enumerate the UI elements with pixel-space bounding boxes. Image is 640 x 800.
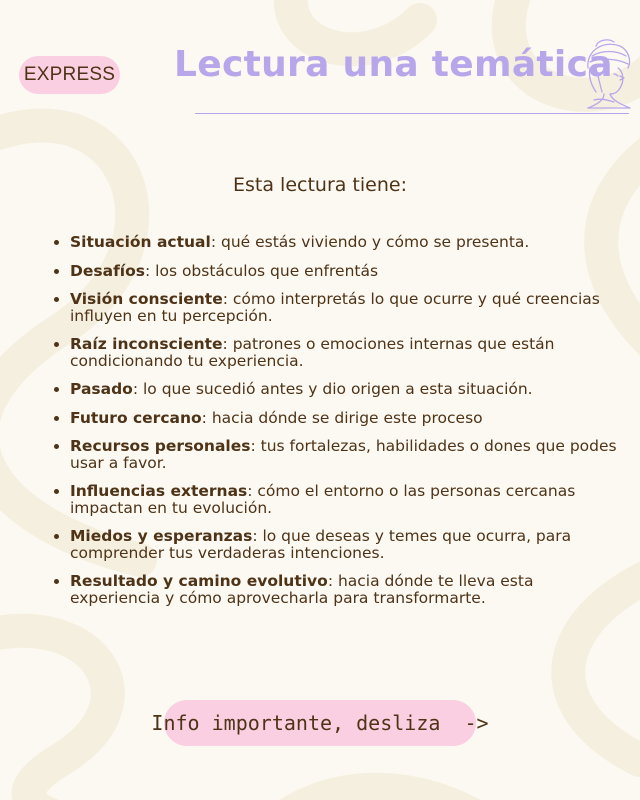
bullet: [54, 240, 59, 245]
list-item-desc: : los obstáculos que enfrentás: [145, 261, 379, 280]
list-item-desc: : lo que deseas y temes que ocurra, para comprender tus verdaderas intenciones.: [70, 527, 572, 562]
bullet: [54, 534, 59, 539]
reading-items-list: [50, 234, 620, 618]
list-item: [50, 573, 620, 606]
list-item-term: Influencias externas: [70, 482, 248, 500]
list-item-desc: : hacia dónde se dirige este proceso: [201, 408, 483, 427]
bullet: [54, 342, 59, 347]
list-item-term: Resultado y camino evolutivo: [70, 572, 328, 590]
express-badge: [19, 56, 120, 94]
intro-text: Esta lectura tiene:: [233, 174, 407, 196]
list-item-term: Situación actual: [70, 233, 211, 251]
swipe-cta-button[interactable]: [151, 700, 489, 746]
list-item: [50, 528, 620, 561]
list-item-desc: : qué estás viviendo y cómo se presenta.: [210, 233, 530, 251]
list-item: [50, 263, 620, 280]
list-item-term: Miedos y esperanzas: [70, 527, 253, 545]
bullet: [54, 444, 59, 449]
list-item: [50, 410, 620, 427]
list-item-desc: : cómo el entorno o las personas cercanas impactan en tu evolución.: [70, 482, 576, 517]
list-item-term: Recursos personales: [70, 437, 251, 455]
warrior-statue-icon: [574, 38, 634, 112]
bullet: [54, 489, 59, 494]
list-item-term: Raíz inconsciente: [70, 335, 223, 353]
swipe-cta-label: Info importante, desliza ->: [151, 711, 489, 735]
bullet: [54, 416, 59, 421]
list-item-desc: : hacia dónde te lleva esta experiencia y cómo aprovecharla para transformarte.: [70, 572, 534, 607]
list-item: [50, 438, 620, 471]
list-item: [50, 234, 620, 251]
list-item-desc: : patrones o emociones internas que están condicionando tu experiencia.: [70, 335, 555, 370]
bullet: [54, 297, 59, 302]
list-item-term: Futuro cercano: [70, 408, 202, 427]
list-item-term: Pasado: [70, 380, 133, 398]
page-title: Lectura una temática: [174, 44, 613, 85]
list-item-term: Visión consciente: [70, 290, 223, 308]
list-item: [50, 336, 620, 369]
list-item-desc: : lo que sucedió antes y dio origen a esta situación.: [132, 380, 533, 398]
list-item: [50, 381, 620, 398]
list-item-desc: : tus fortalezas, habilidades o dones que podes usar a favor.: [70, 437, 617, 472]
bullet: [54, 269, 59, 274]
express-badge-label: EXPRESS: [23, 64, 116, 85]
title-divider: [195, 113, 629, 114]
list-item: [50, 483, 620, 516]
list-item-term: Desafíos: [70, 261, 145, 280]
bullet: [54, 387, 59, 392]
bullet: [54, 579, 59, 584]
list-item-desc: : cómo interpretás lo que ocurre y qué creencias influyen en tu percepción.: [70, 290, 600, 325]
list-item: [50, 291, 620, 324]
